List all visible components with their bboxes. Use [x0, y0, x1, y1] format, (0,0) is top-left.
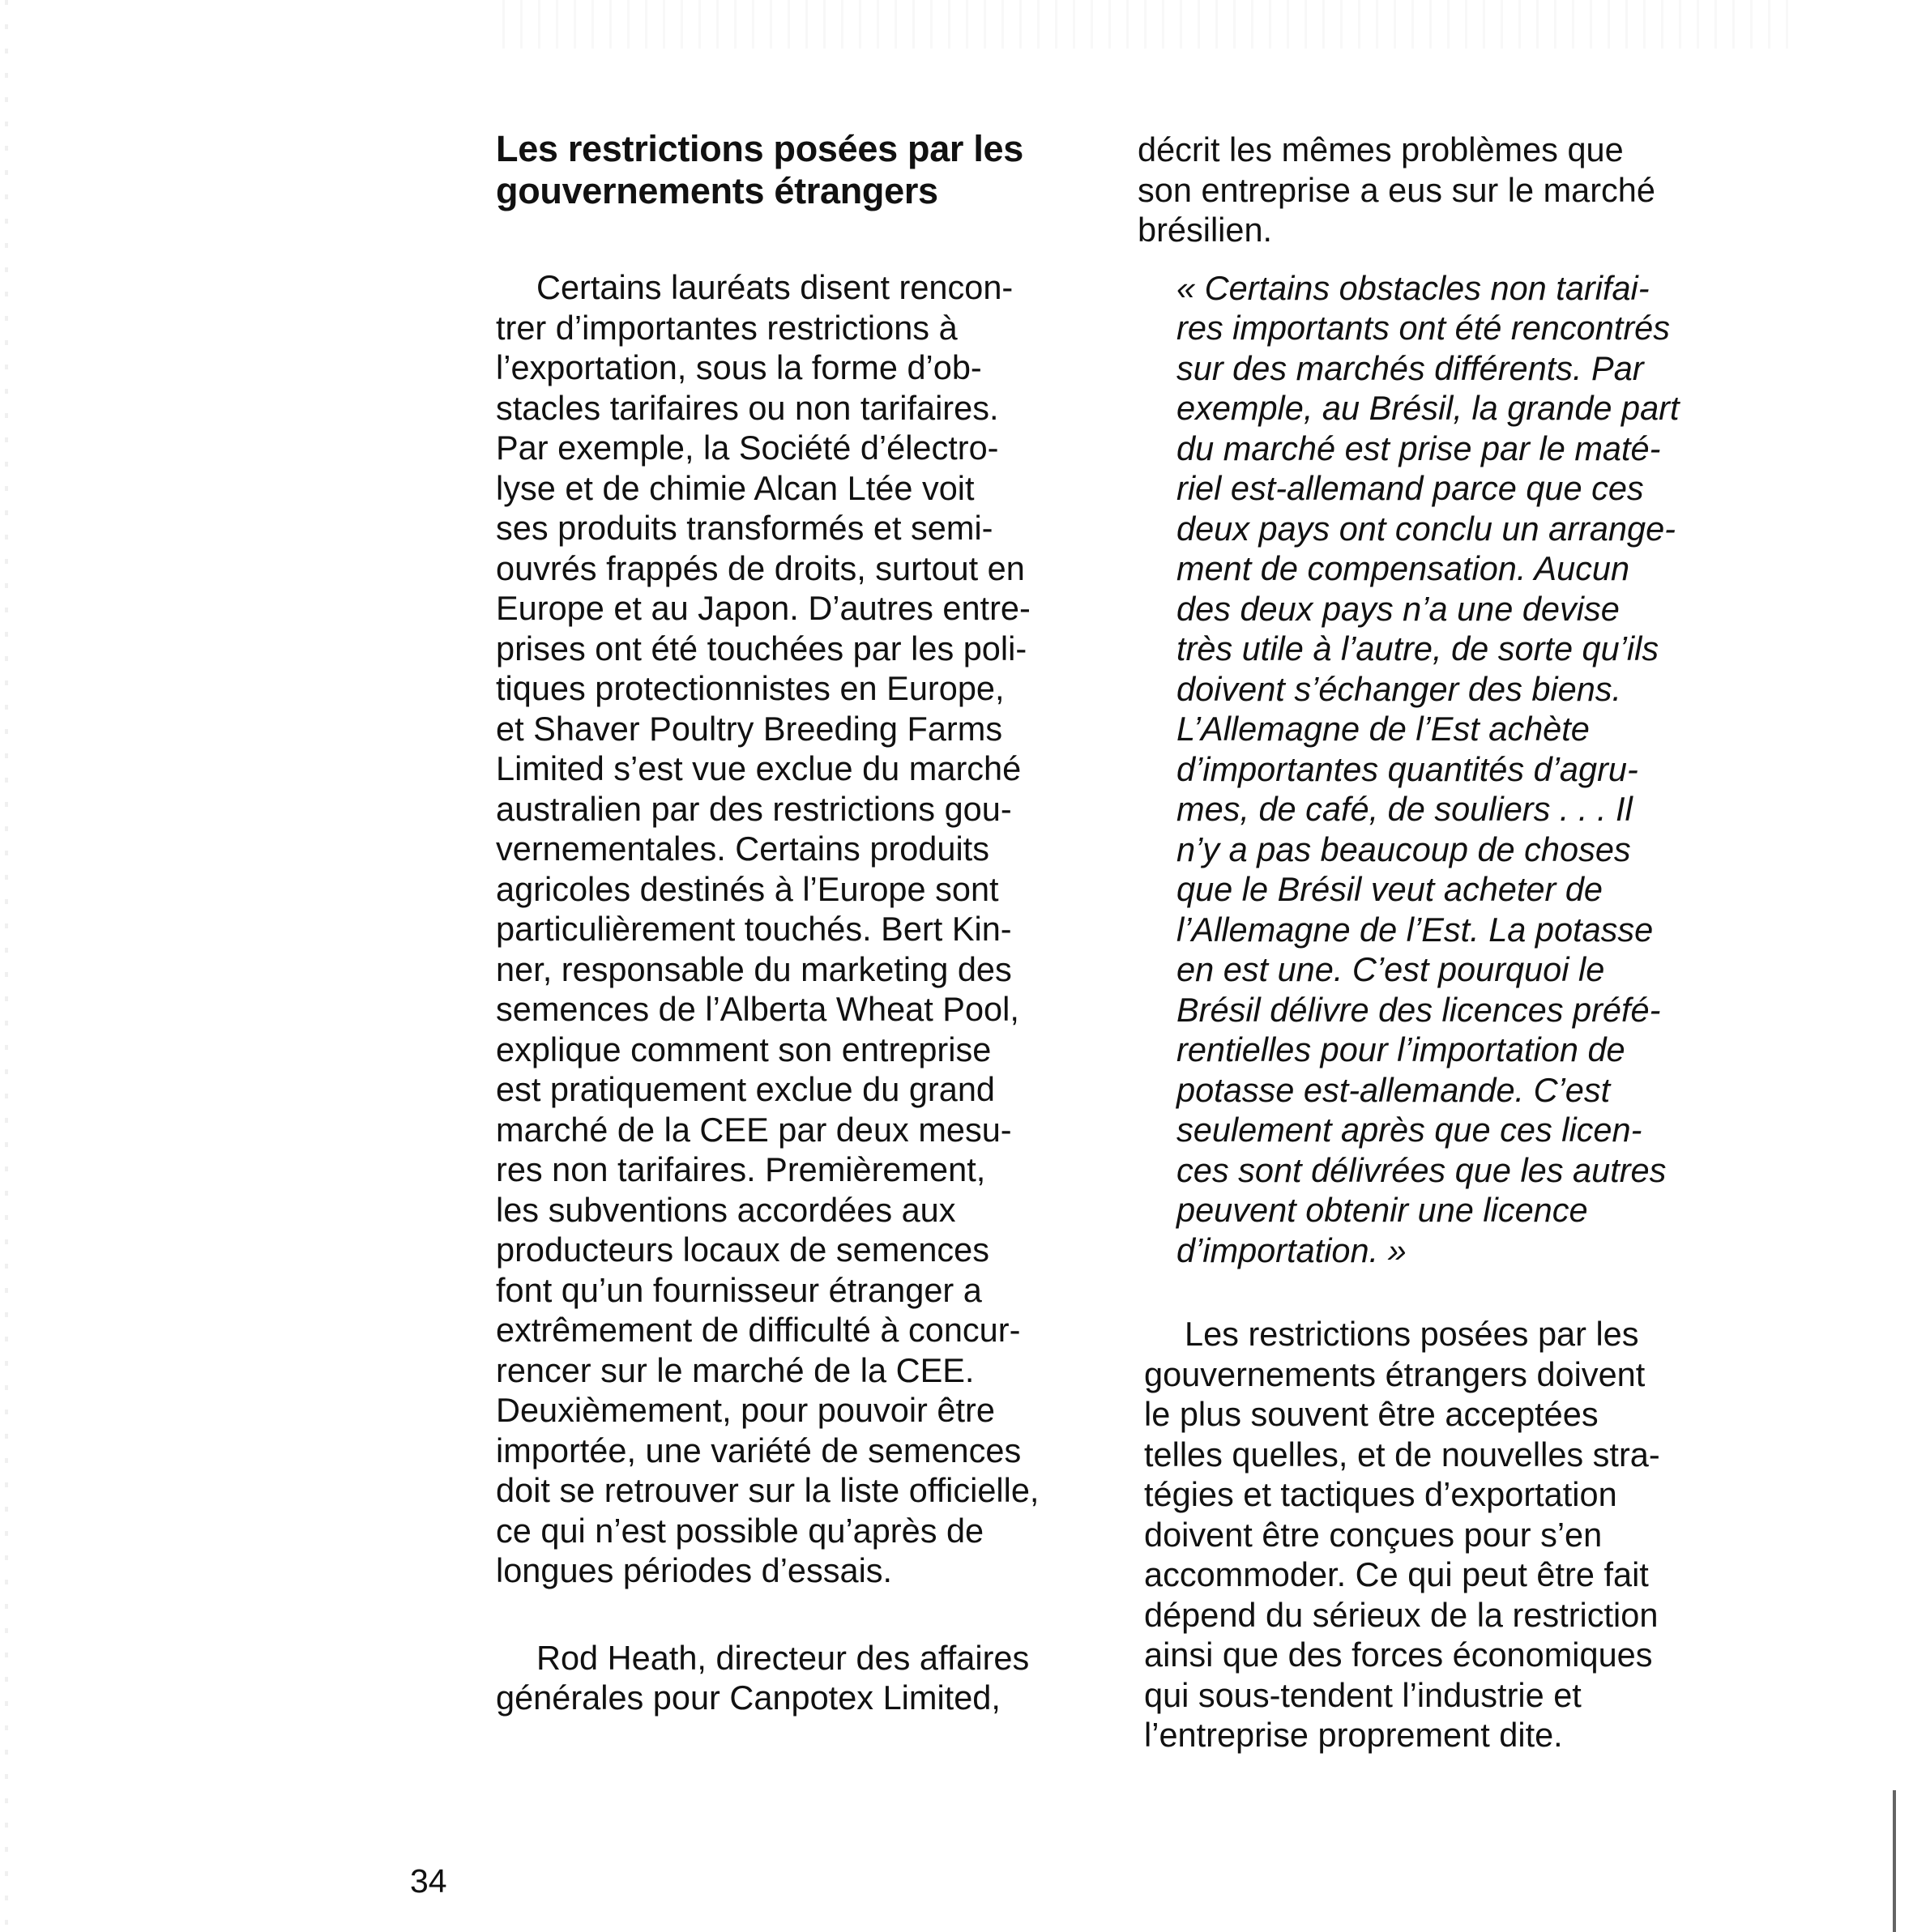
- scan-artifact-right-edge: [1893, 1790, 1896, 1932]
- left-paragraph-1: Certains lauréats disent rencon- trer d’importantes restrictions à l’exportation, sous la forme d’ob- stacles tarifaires ou non tarifaires. Par exemple, la Société d’électro- lyse et de chimie Alcan Ltée voit ses produits transformés et semi- ouvrés frappés de droits, surtout en Europe et au Japon. D’autres entre- prises ont été touchées par les poli- tiques protectionnistes en Europe, et Shaver Poultry Breeding Farms Limited s’est vue exclue du marché australien par des restrictions gou- vernementales. Certains produits agricoles destinés à l’Europe sont particulièrement touchés. Bert Kin- ner, responsable du marketing des semences de l’Alberta Wheat Pool, explique comment son entreprise est pratiquement exclue du grand marché de la CEE par deux mesu- res non tarifaires. Premièrement, les subventions accordées aux producteurs locaux de semences font qu’un fournisseur étranger a extrêmement de difficulté à concur- rencer sur le marché de la CEE. Deuxièmement, pour pouvoir être importée, une variété de semences doit se retrouver sur la liste officielle, ce qui n’est possible qu’après de longues périodes d’essais.: [496, 268, 1040, 1589]
- page-number: 34: [410, 1862, 447, 1900]
- right-paragraph-3: Les restrictions posées par les gouvernements étrangers doivent le plus souvent être acceptées telles quelles, et de nouvelles stra- tégies et tactiques d’exportation doivent être conçues pour s’en accommoder. Ce qui peut être fait dépend du sérieux de la restriction ainsi que des forces économiques qui sous-tendent l’industrie et l’entreprise proprement dite.: [1144, 1315, 1660, 1754]
- section-heading-line-2: gouvernements étrangers: [496, 170, 938, 211]
- block-quote: « Certains obstacles non tarifai- res importants ont été rencontrés sur des marchés différents. Par exemple, au Brésil, la grande part du marché est prise par le maté- riel est-allemand parce que ces deux pays ont conclu un arrange- ment de compensation. Aucun des deux pays n’a une devise très utile à l’autre, de sorte qu’ils doivent s’échanger des biens. L’Allemagne de l’Est achète d’importantes quantités d’agru- mes, de café, de souliers . . . Il n’y a pas beaucoup de choses que le Brésil veut acheter de l’Allemagne de l’Est. La potasse en est une. C’est pourquoi le Brésil délivre des licences préfé- rentielles pour l’importation de potasse est-allemande. C’est seulement après que ces licen- ces sont délivrées que les autres peuvent obtenir une licence d’importation. »: [1176, 268, 1680, 1269]
- right-paragraph-1: décrit les mêmes problèmes que son entreprise a eus sur le marché brésilien.: [1138, 130, 1655, 249]
- scan-artifact-top: [502, 0, 1799, 49]
- left-paragraph-2: Rod Heath, directeur des affaires générales pour Canpotex Limited,: [496, 1638, 1030, 1717]
- left-column: [496, 128, 1112, 1718]
- right-column: [1138, 130, 1753, 1755]
- scan-artifact-left-edge: [5, 0, 8, 1932]
- section-heading: [496, 128, 1112, 212]
- section-heading-line-1: Les restrictions posées par les: [496, 128, 1024, 169]
